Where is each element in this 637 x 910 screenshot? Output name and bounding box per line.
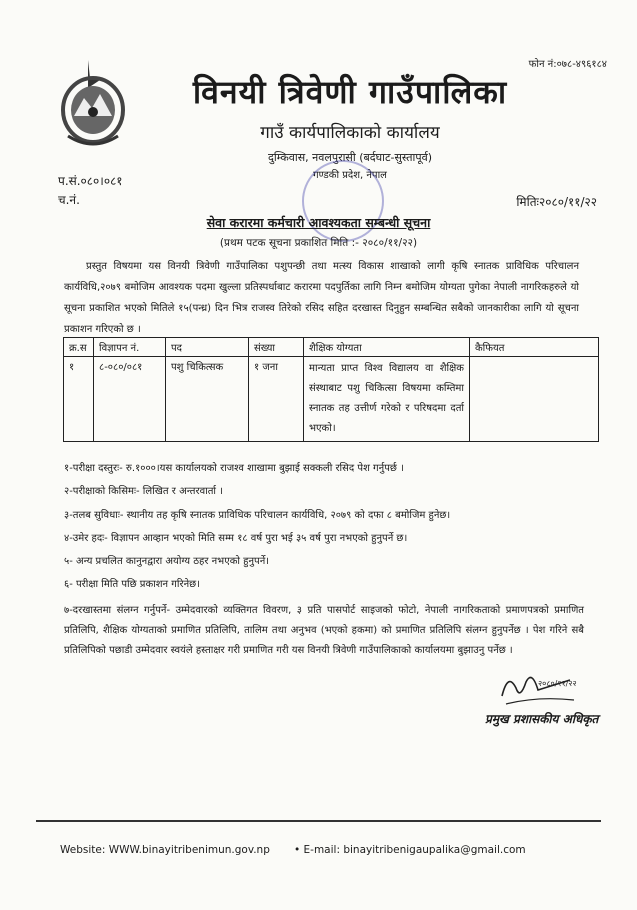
office-address: दुम्किवास, नवलपुरासी (बर्दघाट-सुस्तापूर्व) <box>268 151 432 164</box>
letter-date: मितिः२०८०/११/२२ <box>516 195 597 209</box>
cell-count: १ जना <box>249 357 304 442</box>
cell-qualification: मान्यता प्राप्त विश्व विद्यालय वा शैक्षिक संस्थाबाट पशु चिकित्सा विषयमा कम्तिमा स्नातक तह उत्तीर्ण गरेको र परिषदमा दर्ता भएको। <box>304 357 470 442</box>
office-subtitle: गाउँ कार्यपालिकाको कार्यालय <box>260 123 440 143</box>
term-exam-fee: १-परीक्षा दस्तुरः- रु.१०००।यस कार्यालयको राजश्व शाखामा बुझाई सक्कली रसिद पेश गर्नुपर्छ । <box>64 463 404 474</box>
cell-remarks <box>470 357 599 442</box>
footer-email: • E-mail: binayitribenigaupalika@gmail.com <box>294 844 526 856</box>
office-province: गण्डकी प्रदेश, नेपाल <box>313 170 387 181</box>
signatory-designation: प्रमुख प्रशासकीय अधिकृत <box>485 712 599 726</box>
cell-ad-number: ८-०८०/०८१ <box>94 357 166 442</box>
col-header-remarks: कैफियत <box>470 338 599 357</box>
term-exam-date: ६- परीक्षा मिति पछि प्रकाशन गरिनेछ। <box>64 579 200 591</box>
cell-serial: १ <box>64 357 94 442</box>
dispatch-number: च.नं. <box>58 193 80 207</box>
footer-website: Website: WWW.binayitribenimun.gov.np <box>60 844 270 856</box>
col-header-qualification: शैक्षिक योग्यता <box>304 338 470 357</box>
cell-post: पशु चिकित्सक <box>166 357 249 442</box>
signature <box>498 666 578 710</box>
signature-date: २०८०/११/२२ <box>538 679 577 688</box>
col-header-count: संख्या <box>249 338 304 357</box>
col-header-post: पद <box>166 338 249 357</box>
office-name: विनयी त्रिवेणी गाउँपालिका <box>192 73 508 111</box>
notice-subtitle: (प्रथम पटक सूचना प्रकाशित मिति :- २०८०/११/२२) <box>219 237 418 249</box>
reference-number: प.सं.०८०।०८१ <box>58 174 123 188</box>
nepal-government-emblem <box>54 58 132 150</box>
table-row <box>64 357 599 442</box>
term-age-limit: ४-उमेर हदः- विज्ञापन आव्हान भएको मिति सम्म १८ वर्ष पुरा भई ३५ वर्ष पुरा नभएको हुनुपर्ने छ। <box>64 532 408 544</box>
col-header-serial: क्र.स <box>64 338 94 357</box>
notice-subject: सेवा करारमा कर्मचारी आवश्यकता सम्बन्धी सूचना <box>206 215 431 230</box>
notice-body: प्रस्तुत विषयमा यस विनयी त्रिवेणी गाउँपालिका पशुपन्छी तथा मत्स्य विकास शाखाको लागी कृषि स्नातक प्राविधिक परिचालन कार्यविधि,२०७९ बमोजिम आवश्यक पदमा खुल्ला प्रतिस्पर्धाबाट करारमा पदपुर्तिका लागि निम्न बमोजिम योग्यता पुगेका नेपाली नागरिकहरुले यो सूचना प्रकाशित भएको मितिले १५(पन्ध्र) दिन भित्र राजस्व तिरेको रसिद सहित दरखास्त दिनुहुन सम्बन्धित सबैको जानकारीका लागि यो सूचना प्रकाशन गरिएको छ । <box>64 261 579 335</box>
term-eligibility: ५- अन्य प्रचलित कानुनद्वारा अयोग्य ठहर नभएको हुनुपर्ने। <box>64 556 270 568</box>
table-header-row <box>64 338 599 357</box>
term-salary: ३-तलब सुविधाः- स्थानीय तह कृषि स्नातक प्राविधिक परिचालन कार्यविधि, २०७९ को दफा ८ बमोजिम हुनेछ। <box>64 509 451 521</box>
vacancy-table <box>63 337 599 442</box>
phone-number: फोन नं:०७८-४९६१८४ <box>528 59 607 70</box>
terms-list <box>64 461 584 661</box>
term-documents: ७-दरखास्तमा संलग्न गर्नुपर्ने- उम्मेदवारको व्यक्तिगत विवरण, ३ प्रति पासपोर्ट साइजको फोटो, नेपाली नागरिकताको प्रमाणपत्रको प्रमाणित प्रतिलिपि, शैक्षिक योग्यताको प्रमाणित प्रतिलिपि, तालिम तथा अनुभव (भएको हकमा) को प्रमाणित प्रतिलिपि संलग्न हुनुपर्नेछ । पेश गरिने सबै प्रतिलिपिको पछाडी उम्मेदवार स्वयंले हस्ताक्षर गरी प्रमाणित गरी यस विनयी त्रिवेणी गाउँपालिकाको कार्यालयमा बुझाउनु पर्नेछ । <box>64 604 584 656</box>
col-header-ad-number: विज्ञापन नं. <box>94 338 166 357</box>
footer-divider <box>36 820 601 822</box>
term-exam-type: २-परीक्षाको किसिमः- लिखित र अन्तरवार्ता । <box>64 486 223 498</box>
